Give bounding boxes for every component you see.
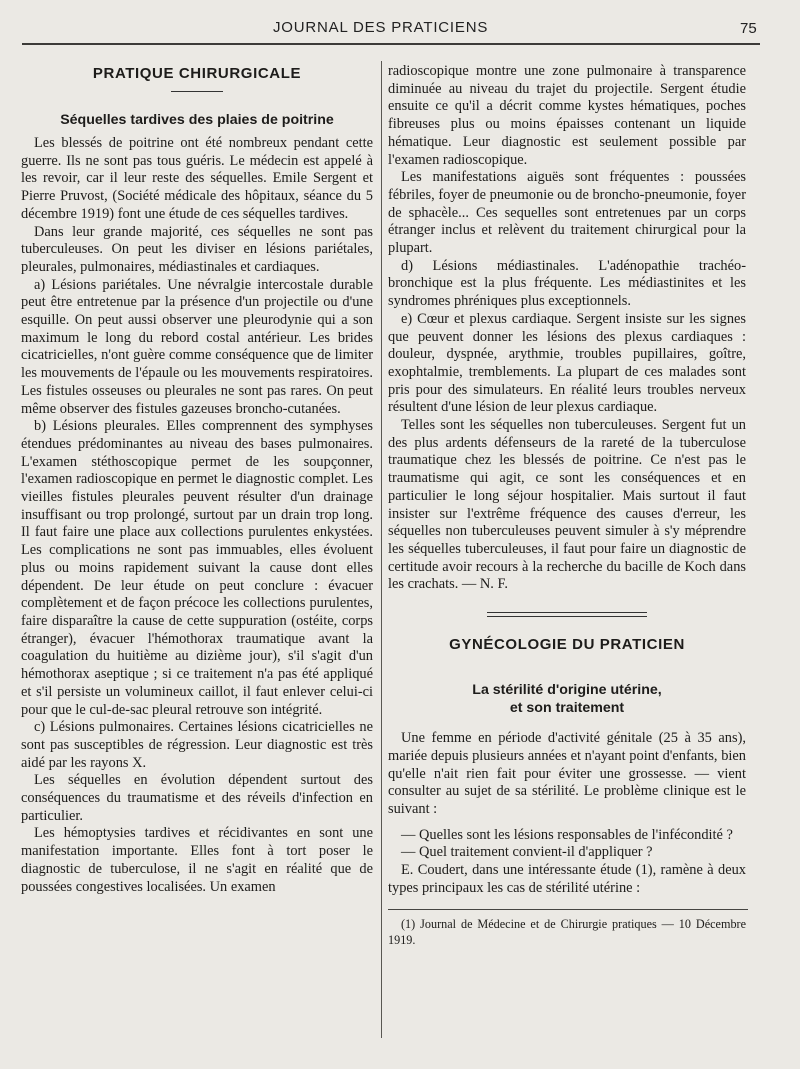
- article-title-line: et son traitement: [509, 700, 625, 717]
- section-rule: [171, 91, 223, 92]
- paragraph-intro: Une femme en période d'activité génitale (25 à 35 ans), mariée depuis plusieurs années et n'ayant point d'enfants, bien qu'elle n'ait rien fait pour éviter une grossesse. — vient consulter au sujet de sa stérilité. Le problème clinique est le suivant :: [388, 730, 746, 817]
- footnote-rule: [388, 909, 748, 910]
- page-number: 75: [740, 20, 757, 37]
- footnote: (1) Journal de Médecine et de Chirurgie pratiques — 10 Décembre 1919.: [388, 917, 746, 948]
- paragraph-pulmonary-lesions: c) Lésions pulmonaires. Certaines lésions cicatricielles ne sont pas susceptibles de régression. Leur diagnostic est très aidé par les rayons X.: [21, 719, 373, 771]
- paragraph-mediastinal-lesions: d) Lésions médiastinales. L'adénopathie trachéo-bronchique est la plus fréquente. Les médiastinites et les syndromes phréniques plus exceptionnels.: [388, 257, 746, 310]
- paragraph-coudert: E. Coudert, dans une intéressante étude (1), ramène à deux types principaux les cas de stérilité utérine :: [388, 862, 746, 896]
- paragraph-continuation: radioscopique montre une zone pulmonaire à transparence diminuée au niveau du trajet du projectile. Sergent étudie ensuite ce qu'il a décrit comme kystes hématiques, poches fibreuses plus ou moins épaisses contenant un liquide hématique. Leur diagnostic est seulement possible par l'examen radioscopique.: [388, 63, 746, 168]
- right-column: [388, 63, 746, 948]
- left-column: [21, 63, 373, 896]
- article-title-chest-wounds: Séquelles tardives des plaies de poitrine: [60, 112, 334, 128]
- paragraph-conclusion: Telles sont les séquelles non tuberculeuses. Sergent fut un des plus ardents défenseurs de la rareté de la tuberculose traumatique chez les blessés de poitrine. Ce n'est pas le traumatisme qui agit, ce sont les conséquences et en particulier le long séjour hospitalier. Mais surtout il faut insister sur l'extrême fréquence des causes d'erreur, les séquelles non tuberculeuses peuvent simuler à s'y méprendre les séquelles tuberculeuses, il faut pour faire un diagnostic de certitude avoir recours à la recherche du bacille de Koch dans les crachats. — N. F.: [388, 417, 746, 593]
- paragraph-parietal-lesions: a) Lésions pariétales. Une névralgie intercostale durable peut être entretenue par la présence d'un projectile ou d'une esquille. On peut aussi observer une pleurodynie qui a son maximum le long du rebord costal antérieur. Les brides cicatricielles, n'ont guère comme conséquence que de limiter les mouvements de l'épaule ou les mouvements respiratoires. Les fistules osseuses ou pleurales ne sont pas rares. On peut même observer des fistules gazeuses broncho-cutanées.: [21, 276, 373, 417]
- question-treatment: — Quel traitement convient-il d'appliquer ?: [401, 844, 653, 861]
- paragraph: Les manifestations aiguës sont fréquentes : poussées fébriles, foyer de pneumonie ou de broncho-pneumonie, foyer de sphacèle... Ces sequelles sont entretenues par un corps étranger inclus et relèvent du traitement chirurgical pour la plupart.: [388, 169, 746, 257]
- paragraph: Les hémoptysies tardives et récidivantes en sont une manifestation importante. Elles font à tort poser le diagnostic de tuberculose, il ne s'agit en réalité que de poussées congestives localisées. Un examen: [21, 825, 373, 895]
- question-lesions: — Quelles sont les lésions responsables de l'infécondité ?: [401, 826, 733, 843]
- article-divider: [487, 612, 647, 617]
- section-title-gynecology: GYNÉCOLOGIE DU PRATICIEN: [449, 636, 685, 654]
- article-title-line: La stérilité d'origine utérine,: [472, 682, 662, 699]
- section-title-surgery: PRATIQUE CHIRURGICALE: [92, 65, 302, 82]
- paragraph-cardiac-plexus: e) Cœur et plexus cardiaque. Sergent insiste sur les signes que peuvent donner les lésions des plexus cardiaques : douleur, dyspnée, arythmie, troubles pupillaires, goître, exophtalmie, tremblements. La plupart de ces malades sont pris pour des simulateurs. En réalité leurs troubles nerveux résultent d'une lésion de leur plexus cardiaque.: [388, 310, 746, 416]
- paragraph: Les séquelles en évolution dépendent surtout des conséquences du traumatisme et des réveils d'infection en particulier.: [21, 772, 373, 824]
- column-divider: [381, 61, 382, 1038]
- paragraph-pleural-lesions: b) Lésions pleurales. Elles comprennent des symphyses étendues prédominantes au niveau des bases pulmonaires. L'examen stéthoscopique permet de les soupçonner, l'examen radioscopique en permet le diagnostic complet. Les vieilles fistules pleurales peuvent résulter d'un drainage insuffisant ou trop prolongé, surtout par un drain trop long. Il faut faire une place aux collections purulentes enkystées. Les complications ne sont pas immuables, elles évoluent plus ou moins rapidement suivant la cause dont elles dépendent. De leur étude on peut conclure : évacuer complètement et de façon précoce les collections purulentes, faire disparaître la cause de cette suppuration (ostéite, corps étranger), évacuer l'hémothorax traumatique avant la coagulation du huitième au dizième jour), s'il s'agit d'un hémothorax aseptique ; si ce traitement n'a pas été appliqué et s'il persiste un volumineux caillot, il faut enlever celui-ci pour que le cul-de-sac pleural retrouve son intégrité.: [21, 418, 373, 718]
- paragraph: Dans leur grande majorité, ces séquelles ne sont pas tuberculeuses. On peut les diviser en lésions pariétales, pleurales, pulmonaires, médiastinales et cardiaques.: [21, 223, 373, 275]
- article-title-sterility: [388, 681, 746, 717]
- journal-title: JOURNAL DES PRATICIENS: [273, 19, 489, 36]
- running-header: [0, 19, 800, 39]
- header-rule: [22, 43, 760, 45]
- paragraph: Les blessés de poitrine ont été nombreux pendant cette guerre. Ils ne sont pas tous guéris. Le médecin est appelé à les revoir, car il leur reste des séquelles. Emile Sergent et Pierre Pruvost, (Société médicale des hôpitaux, séance du 5 décembre 1919) font une étude de ces séquelles tardives.: [21, 135, 373, 222]
